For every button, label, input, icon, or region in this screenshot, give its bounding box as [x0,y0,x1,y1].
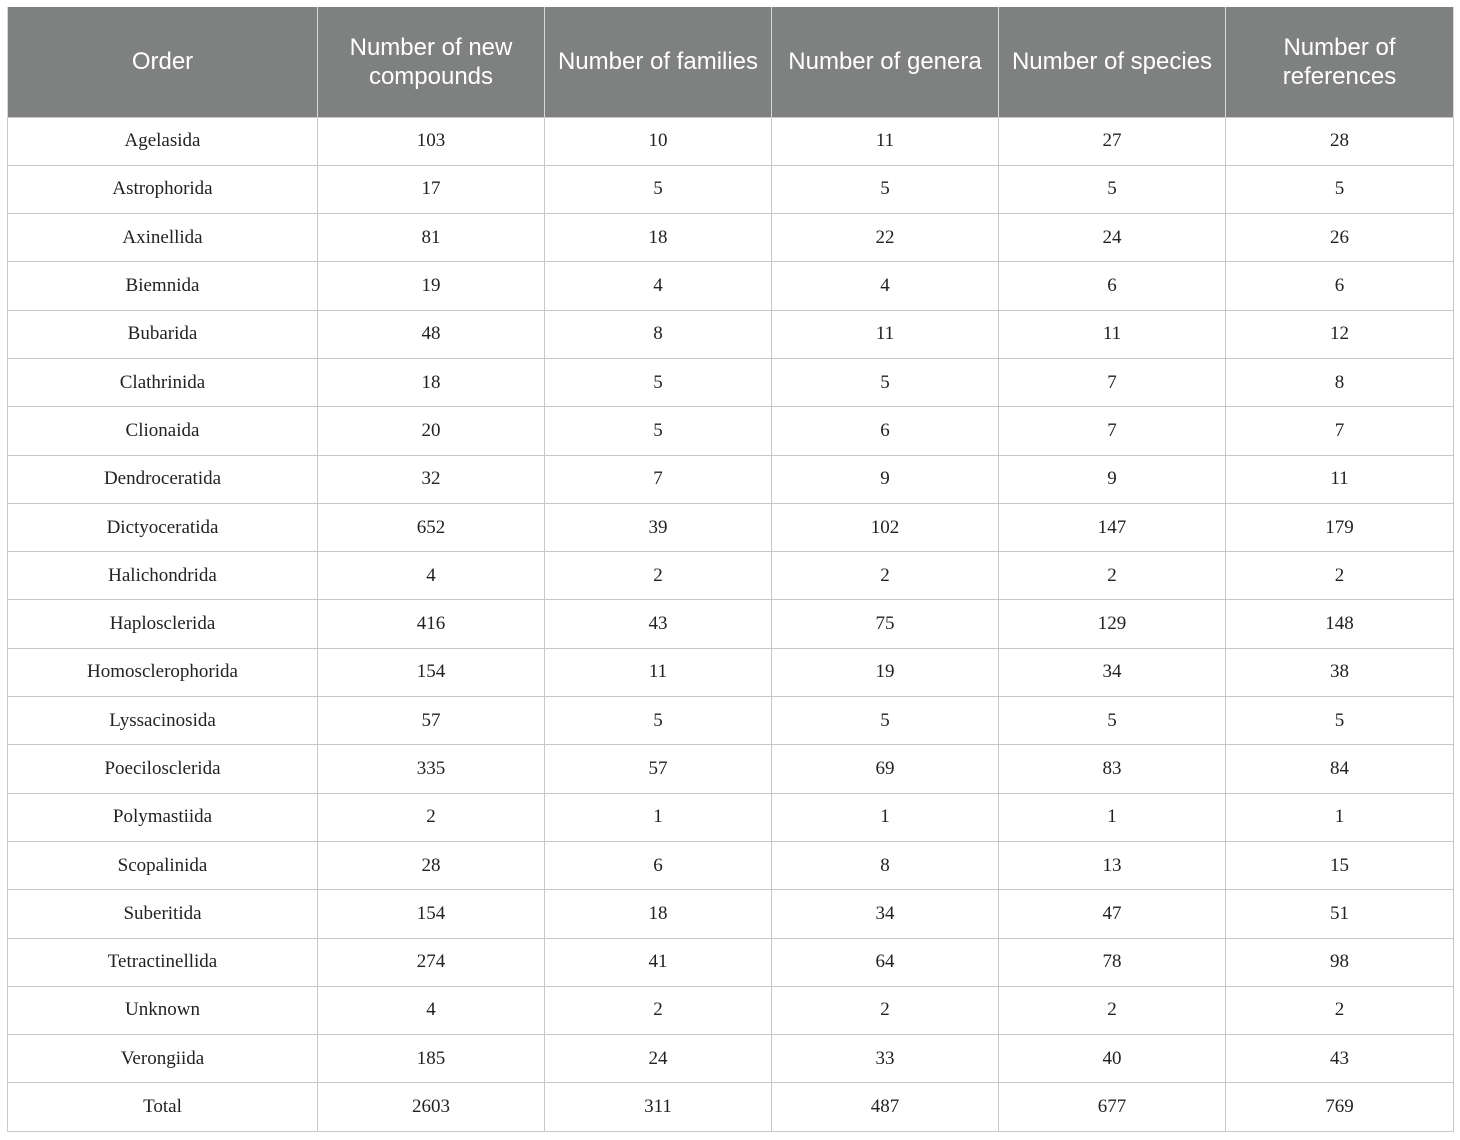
table-row [8,552,1454,600]
families-cell: 39 [545,503,772,551]
genera-cell: 33 [772,1035,999,1083]
species-cell: 7 [999,407,1226,455]
header-genera: Number of genera [772,7,999,117]
species-cell: 677 [999,1083,1226,1131]
species-cell: 47 [999,890,1226,938]
species-cell: 34 [999,648,1226,696]
header-families: Number of families [545,7,772,117]
table-header [8,7,1454,117]
references-cell: 5 [1226,697,1454,745]
families-cell: 24 [545,1035,772,1083]
references-cell: 8 [1226,358,1454,406]
table-row [8,407,1454,455]
genera-cell: 19 [772,648,999,696]
new-compounds-cell: 17 [318,165,545,213]
families-cell: 311 [545,1083,772,1131]
new-compounds-cell: 154 [318,890,545,938]
table-row [8,117,1454,165]
families-cell: 5 [545,165,772,213]
order-cell: Clathrinida [8,358,318,406]
species-cell: 147 [999,503,1226,551]
families-cell: 5 [545,358,772,406]
header-species: Number of species [999,7,1226,117]
table-row [8,600,1454,648]
table-row [8,986,1454,1034]
species-cell: 5 [999,697,1226,745]
new-compounds-cell: 32 [318,455,545,503]
new-compounds-cell: 20 [318,407,545,455]
families-cell: 5 [545,697,772,745]
total-row [8,1083,1454,1131]
order-cell: Biemnida [8,262,318,310]
species-cell: 2 [999,552,1226,600]
order-cell: Agelasida [8,117,318,165]
families-cell: 2 [545,552,772,600]
new-compounds-cell: 28 [318,841,545,889]
genera-cell: 6 [772,407,999,455]
species-cell: 7 [999,358,1226,406]
table-row [8,1035,1454,1083]
new-compounds-cell: 4 [318,986,545,1034]
families-cell: 57 [545,745,772,793]
references-cell: 148 [1226,600,1454,648]
species-cell: 2 [999,986,1226,1034]
families-cell: 41 [545,938,772,986]
species-cell: 9 [999,455,1226,503]
references-cell: 98 [1226,938,1454,986]
references-cell: 2 [1226,552,1454,600]
references-cell: 84 [1226,745,1454,793]
references-cell: 28 [1226,117,1454,165]
order-cell: Poecilosclerida [8,745,318,793]
data-table-container [7,7,1453,1132]
new-compounds-cell: 19 [318,262,545,310]
table-row [8,890,1454,938]
families-cell: 18 [545,214,772,262]
genera-cell: 34 [772,890,999,938]
genera-cell: 75 [772,600,999,648]
sponge-orders-table [7,7,1454,1132]
new-compounds-cell: 57 [318,697,545,745]
families-cell: 4 [545,262,772,310]
genera-cell: 69 [772,745,999,793]
references-cell: 5 [1226,165,1454,213]
species-cell: 13 [999,841,1226,889]
species-cell: 5 [999,165,1226,213]
table-row [8,165,1454,213]
new-compounds-cell: 2 [318,793,545,841]
table-body [8,117,1454,1131]
new-compounds-cell: 103 [318,117,545,165]
new-compounds-cell: 18 [318,358,545,406]
families-cell: 7 [545,455,772,503]
header-references: Number of references [1226,7,1454,117]
references-cell: 38 [1226,648,1454,696]
references-cell: 6 [1226,262,1454,310]
genera-cell: 8 [772,841,999,889]
table-row [8,358,1454,406]
references-cell: 15 [1226,841,1454,889]
order-cell: Dictyoceratida [8,503,318,551]
species-cell: 83 [999,745,1226,793]
order-cell: Total [8,1083,318,1131]
table-row [8,310,1454,358]
references-cell: 12 [1226,310,1454,358]
table-row [8,745,1454,793]
families-cell: 1 [545,793,772,841]
families-cell: 11 [545,648,772,696]
species-cell: 129 [999,600,1226,648]
new-compounds-cell: 274 [318,938,545,986]
species-cell: 1 [999,793,1226,841]
families-cell: 18 [545,890,772,938]
species-cell: 11 [999,310,1226,358]
genera-cell: 487 [772,1083,999,1131]
references-cell: 7 [1226,407,1454,455]
table-row [8,793,1454,841]
table-row [8,503,1454,551]
references-cell: 51 [1226,890,1454,938]
order-cell: Lyssacinosida [8,697,318,745]
new-compounds-cell: 4 [318,552,545,600]
header-order: Order [8,7,318,117]
genera-cell: 11 [772,117,999,165]
families-cell: 5 [545,407,772,455]
table-row [8,214,1454,262]
table-row [8,938,1454,986]
species-cell: 40 [999,1035,1226,1083]
genera-cell: 64 [772,938,999,986]
references-cell: 2 [1226,986,1454,1034]
table-row [8,841,1454,889]
references-cell: 43 [1226,1035,1454,1083]
new-compounds-cell: 154 [318,648,545,696]
species-cell: 24 [999,214,1226,262]
new-compounds-cell: 81 [318,214,545,262]
order-cell: Halichondrida [8,552,318,600]
order-cell: Scopalinida [8,841,318,889]
order-cell: Verongiida [8,1035,318,1083]
table-row [8,262,1454,310]
new-compounds-cell: 652 [318,503,545,551]
new-compounds-cell: 335 [318,745,545,793]
new-compounds-cell: 48 [318,310,545,358]
families-cell: 6 [545,841,772,889]
order-cell: Unknown [8,986,318,1034]
header-row [8,7,1454,117]
table-row [8,455,1454,503]
genera-cell: 5 [772,697,999,745]
genera-cell: 22 [772,214,999,262]
order-cell: Homosclerophorida [8,648,318,696]
order-cell: Astrophorida [8,165,318,213]
species-cell: 78 [999,938,1226,986]
references-cell: 769 [1226,1083,1454,1131]
genera-cell: 9 [772,455,999,503]
order-cell: Bubarida [8,310,318,358]
references-cell: 179 [1226,503,1454,551]
order-cell: Tetractinellida [8,938,318,986]
genera-cell: 2 [772,986,999,1034]
families-cell: 43 [545,600,772,648]
genera-cell: 11 [772,310,999,358]
species-cell: 27 [999,117,1226,165]
genera-cell: 2 [772,552,999,600]
order-cell: Polymastiida [8,793,318,841]
genera-cell: 5 [772,165,999,213]
species-cell: 6 [999,262,1226,310]
new-compounds-cell: 185 [318,1035,545,1083]
order-cell: Axinellida [8,214,318,262]
table-row [8,648,1454,696]
order-cell: Dendroceratida [8,455,318,503]
families-cell: 8 [545,310,772,358]
new-compounds-cell: 2603 [318,1083,545,1131]
families-cell: 10 [545,117,772,165]
references-cell: 11 [1226,455,1454,503]
order-cell: Suberitida [8,890,318,938]
references-cell: 26 [1226,214,1454,262]
order-cell: Clionaida [8,407,318,455]
references-cell: 1 [1226,793,1454,841]
genera-cell: 1 [772,793,999,841]
order-cell: Haplosclerida [8,600,318,648]
table-row [8,697,1454,745]
genera-cell: 102 [772,503,999,551]
genera-cell: 4 [772,262,999,310]
new-compounds-cell: 416 [318,600,545,648]
genera-cell: 5 [772,358,999,406]
header-new-compounds: Number of new compounds [318,7,545,117]
families-cell: 2 [545,986,772,1034]
